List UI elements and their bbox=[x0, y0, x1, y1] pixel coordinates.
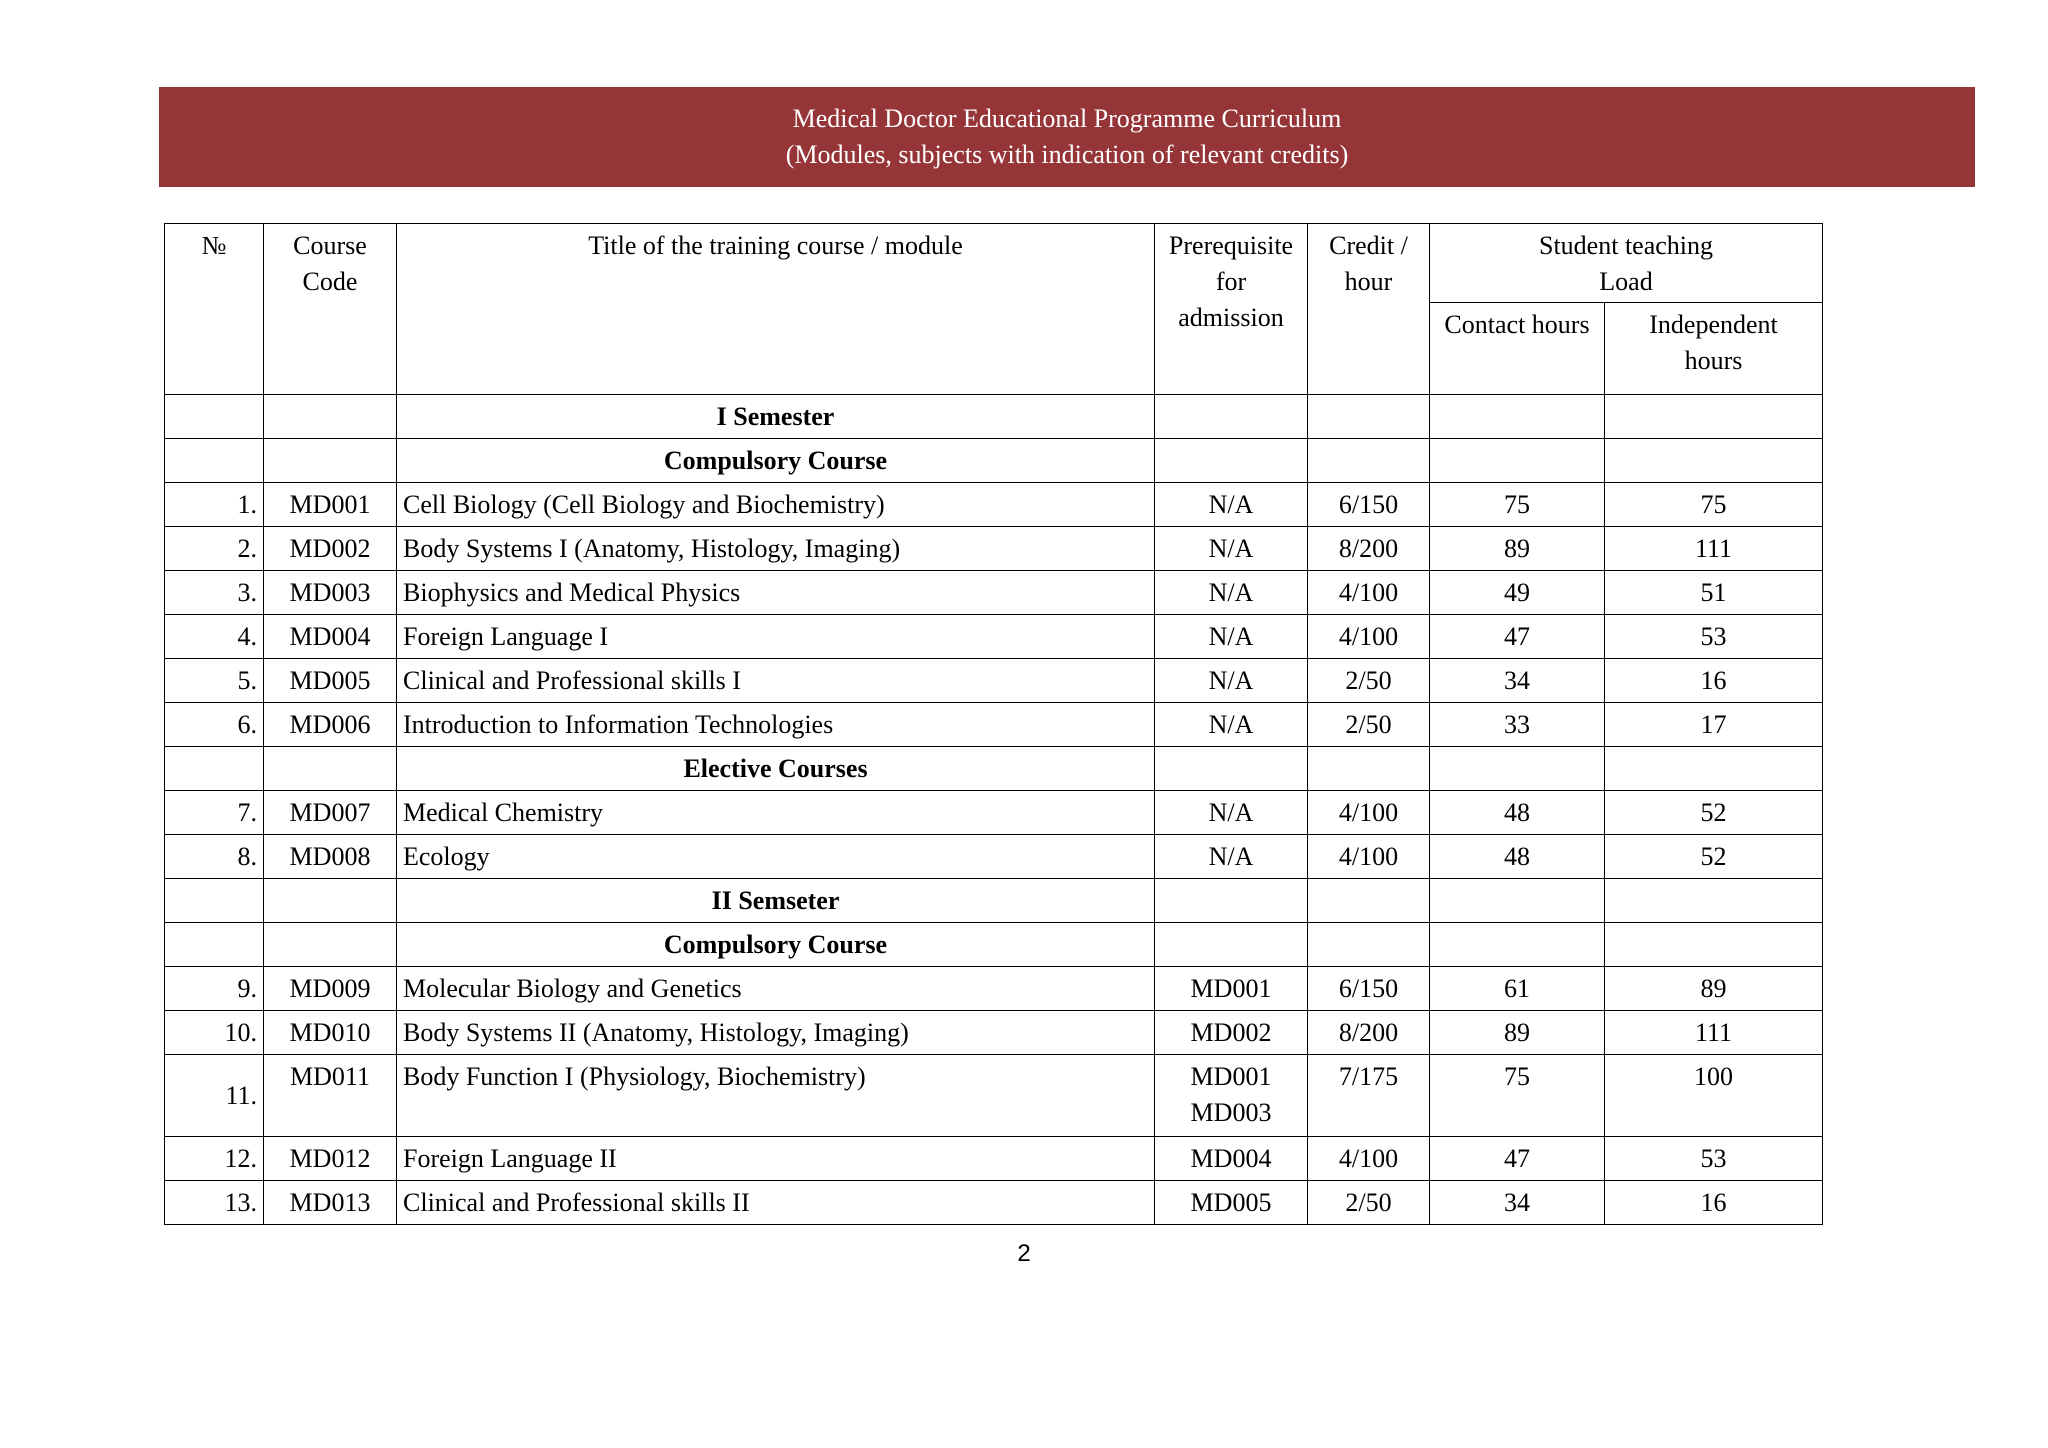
cell-empty bbox=[264, 395, 397, 439]
cell-empty bbox=[1430, 747, 1605, 791]
curriculum-table bbox=[164, 223, 1823, 1225]
cell-empty bbox=[264, 439, 397, 483]
cell-title: Medical Chemistry bbox=[397, 791, 1155, 835]
cell-empty bbox=[1605, 439, 1823, 483]
cell-course-code: MD002 bbox=[264, 527, 397, 571]
section-row bbox=[165, 879, 1823, 923]
cell-prerequisite: MD002 bbox=[1155, 1011, 1308, 1055]
table-row bbox=[165, 1055, 1823, 1137]
header-independent-hours: Independent hours bbox=[1605, 303, 1823, 395]
section-row bbox=[165, 747, 1823, 791]
cell-credit-hour: 4/100 bbox=[1308, 571, 1430, 615]
cell-number: 6. bbox=[165, 703, 264, 747]
cell-number: 4. bbox=[165, 615, 264, 659]
cell-number: 9. bbox=[165, 967, 264, 1011]
section-row bbox=[165, 923, 1823, 967]
cell-contact-hours: 89 bbox=[1430, 527, 1605, 571]
section-label: II Semseter bbox=[397, 879, 1155, 923]
cell-contact-hours: 89 bbox=[1430, 1011, 1605, 1055]
cell-prerequisite: N/A bbox=[1155, 791, 1308, 835]
section-row bbox=[165, 395, 1823, 439]
table-row bbox=[165, 571, 1823, 615]
cell-independent-hours: 75 bbox=[1605, 483, 1823, 527]
cell-title: Ecology bbox=[397, 835, 1155, 879]
cell-prerequisite: MD001 bbox=[1155, 967, 1308, 1011]
cell-number: 11. bbox=[165, 1055, 264, 1137]
cell-number: 10. bbox=[165, 1011, 264, 1055]
cell-credit-hour: 2/50 bbox=[1308, 1181, 1430, 1225]
table-row bbox=[165, 967, 1823, 1011]
cell-independent-hours: 52 bbox=[1605, 835, 1823, 879]
cell-empty bbox=[1155, 439, 1308, 483]
cell-contact-hours: 49 bbox=[1430, 571, 1605, 615]
cell-prerequisite: N/A bbox=[1155, 703, 1308, 747]
cell-course-code: MD012 bbox=[264, 1137, 397, 1181]
cell-credit-hour: 4/100 bbox=[1308, 835, 1430, 879]
cell-prerequisite bbox=[1155, 1055, 1308, 1137]
header-number: № bbox=[165, 224, 264, 395]
cell-title: Body Function I (Physiology, Biochemistry) bbox=[397, 1055, 1155, 1137]
cell-contact-hours: 47 bbox=[1430, 615, 1605, 659]
cell-prerequisite: N/A bbox=[1155, 527, 1308, 571]
document-banner bbox=[159, 87, 1975, 187]
table-row bbox=[165, 483, 1823, 527]
cell-title: Clinical and Professional skills I bbox=[397, 659, 1155, 703]
cell-credit-hour: 4/100 bbox=[1308, 791, 1430, 835]
cell-credit-hour: 8/200 bbox=[1308, 1011, 1430, 1055]
header-prerequisite: Prerequisite for admission bbox=[1155, 224, 1308, 395]
prerequisite-line: MD001 bbox=[1190, 1062, 1272, 1091]
cell-independent-hours: 111 bbox=[1605, 1011, 1823, 1055]
cell-empty bbox=[165, 395, 264, 439]
cell-empty bbox=[1308, 879, 1430, 923]
cell-course-code: MD008 bbox=[264, 835, 397, 879]
cell-empty bbox=[1430, 439, 1605, 483]
section-row bbox=[165, 439, 1823, 483]
cell-number: 1. bbox=[165, 483, 264, 527]
cell-contact-hours: 47 bbox=[1430, 1137, 1605, 1181]
section-label: Compulsory Course bbox=[397, 923, 1155, 967]
cell-credit-hour: 8/200 bbox=[1308, 527, 1430, 571]
cell-title: Biophysics and Medical Physics bbox=[397, 571, 1155, 615]
cell-empty bbox=[264, 923, 397, 967]
cell-title: Body Systems II (Anatomy, Histology, Imaging) bbox=[397, 1011, 1155, 1055]
cell-course-code: MD010 bbox=[264, 1011, 397, 1055]
cell-course-code: MD003 bbox=[264, 571, 397, 615]
table-row bbox=[165, 1181, 1823, 1225]
cell-credit-hour: 7/175 bbox=[1308, 1055, 1430, 1137]
cell-title: Molecular Biology and Genetics bbox=[397, 967, 1155, 1011]
cell-course-code: MD001 bbox=[264, 483, 397, 527]
table-row bbox=[165, 527, 1823, 571]
cell-course-code: MD005 bbox=[264, 659, 397, 703]
cell-contact-hours: 34 bbox=[1430, 1181, 1605, 1225]
cell-empty bbox=[1430, 923, 1605, 967]
cell-independent-hours: 89 bbox=[1605, 967, 1823, 1011]
cell-contact-hours: 75 bbox=[1430, 1055, 1605, 1137]
header-title: Title of the training course / module bbox=[397, 224, 1155, 395]
table-row bbox=[165, 659, 1823, 703]
table-row bbox=[165, 703, 1823, 747]
cell-credit-hour: 4/100 bbox=[1308, 615, 1430, 659]
cell-contact-hours: 48 bbox=[1430, 791, 1605, 835]
cell-credit-hour: 6/150 bbox=[1308, 483, 1430, 527]
cell-empty bbox=[1155, 923, 1308, 967]
cell-title: Body Systems I (Anatomy, Histology, Imaging) bbox=[397, 527, 1155, 571]
cell-title: Cell Biology (Cell Biology and Biochemistry) bbox=[397, 483, 1155, 527]
cell-course-code: MD009 bbox=[264, 967, 397, 1011]
table-body bbox=[165, 395, 1823, 1225]
cell-number: 3. bbox=[165, 571, 264, 615]
cell-title: Introduction to Information Technologies bbox=[397, 703, 1155, 747]
cell-independent-hours: 16 bbox=[1605, 659, 1823, 703]
banner-subtitle: (Modules, subjects with indication of relevant credits) bbox=[785, 140, 1349, 169]
cell-contact-hours: 33 bbox=[1430, 703, 1605, 747]
cell-empty bbox=[1308, 395, 1430, 439]
cell-empty bbox=[1308, 923, 1430, 967]
header-contact-hours: Contact hours bbox=[1430, 303, 1605, 395]
header-course-code: Course Code bbox=[264, 224, 397, 395]
cell-title: Foreign Language II bbox=[397, 1137, 1155, 1181]
cell-number: 2. bbox=[165, 527, 264, 571]
cell-empty bbox=[165, 747, 264, 791]
cell-number: 12. bbox=[165, 1137, 264, 1181]
table-row bbox=[165, 1137, 1823, 1181]
cell-prerequisite: N/A bbox=[1155, 483, 1308, 527]
cell-number: 5. bbox=[165, 659, 264, 703]
cell-empty bbox=[165, 879, 264, 923]
cell-credit-hour: 2/50 bbox=[1308, 703, 1430, 747]
cell-independent-hours: 17 bbox=[1605, 703, 1823, 747]
cell-independent-hours: 100 bbox=[1605, 1055, 1823, 1137]
cell-empty bbox=[165, 439, 264, 483]
section-label: Elective Courses bbox=[397, 747, 1155, 791]
table-row bbox=[165, 1011, 1823, 1055]
table-row bbox=[165, 791, 1823, 835]
cell-contact-hours: 48 bbox=[1430, 835, 1605, 879]
cell-number: 13. bbox=[165, 1181, 264, 1225]
cell-independent-hours: 52 bbox=[1605, 791, 1823, 835]
header-credit-hour: Credit / hour bbox=[1308, 224, 1430, 395]
cell-empty bbox=[1155, 879, 1308, 923]
cell-independent-hours: 16 bbox=[1605, 1181, 1823, 1225]
cell-course-code: MD006 bbox=[264, 703, 397, 747]
cell-credit-hour: 4/100 bbox=[1308, 1137, 1430, 1181]
cell-prerequisite: MD004 bbox=[1155, 1137, 1308, 1181]
cell-empty bbox=[264, 879, 397, 923]
table-row bbox=[165, 835, 1823, 879]
cell-course-code: MD011 bbox=[264, 1055, 397, 1137]
cell-prerequisite: N/A bbox=[1155, 835, 1308, 879]
banner-title: Medical Doctor Educational Programme Curriculum bbox=[792, 104, 1342, 133]
cell-empty bbox=[1308, 747, 1430, 791]
cell-credit-hour: 2/50 bbox=[1308, 659, 1430, 703]
cell-course-code: MD013 bbox=[264, 1181, 397, 1225]
cell-course-code: MD004 bbox=[264, 615, 397, 659]
cell-course-code: MD007 bbox=[264, 791, 397, 835]
cell-empty bbox=[165, 923, 264, 967]
cell-empty bbox=[1605, 747, 1823, 791]
cell-contact-hours: 75 bbox=[1430, 483, 1605, 527]
cell-number: 8. bbox=[165, 835, 264, 879]
cell-independent-hours: 53 bbox=[1605, 1137, 1823, 1181]
cell-prerequisite: N/A bbox=[1155, 615, 1308, 659]
cell-prerequisite: N/A bbox=[1155, 659, 1308, 703]
cell-independent-hours: 53 bbox=[1605, 615, 1823, 659]
table-header bbox=[165, 224, 1823, 395]
cell-empty bbox=[1605, 879, 1823, 923]
cell-empty bbox=[1308, 439, 1430, 483]
cell-title: Clinical and Professional skills II bbox=[397, 1181, 1155, 1225]
cell-empty bbox=[1155, 747, 1308, 791]
section-label: I Semester bbox=[397, 395, 1155, 439]
page-number: 2 bbox=[1017, 1240, 1031, 1267]
cell-empty bbox=[1155, 395, 1308, 439]
prerequisite-line: MD003 bbox=[1190, 1098, 1272, 1127]
cell-credit-hour: 6/150 bbox=[1308, 967, 1430, 1011]
table-row bbox=[165, 615, 1823, 659]
cell-empty bbox=[264, 747, 397, 791]
cell-number: 7. bbox=[165, 791, 264, 835]
cell-title: Foreign Language I bbox=[397, 615, 1155, 659]
cell-prerequisite: N/A bbox=[1155, 571, 1308, 615]
cell-contact-hours: 61 bbox=[1430, 967, 1605, 1011]
section-label: Compulsory Course bbox=[397, 439, 1155, 483]
cell-empty bbox=[1430, 879, 1605, 923]
cell-independent-hours: 51 bbox=[1605, 571, 1823, 615]
header-student-teaching-load: Student teaching Load bbox=[1430, 224, 1823, 303]
cell-prerequisite: MD005 bbox=[1155, 1181, 1308, 1225]
cell-empty bbox=[1605, 395, 1823, 439]
cell-empty bbox=[1605, 923, 1823, 967]
cell-empty bbox=[1430, 395, 1605, 439]
cell-independent-hours: 111 bbox=[1605, 527, 1823, 571]
cell-contact-hours: 34 bbox=[1430, 659, 1605, 703]
